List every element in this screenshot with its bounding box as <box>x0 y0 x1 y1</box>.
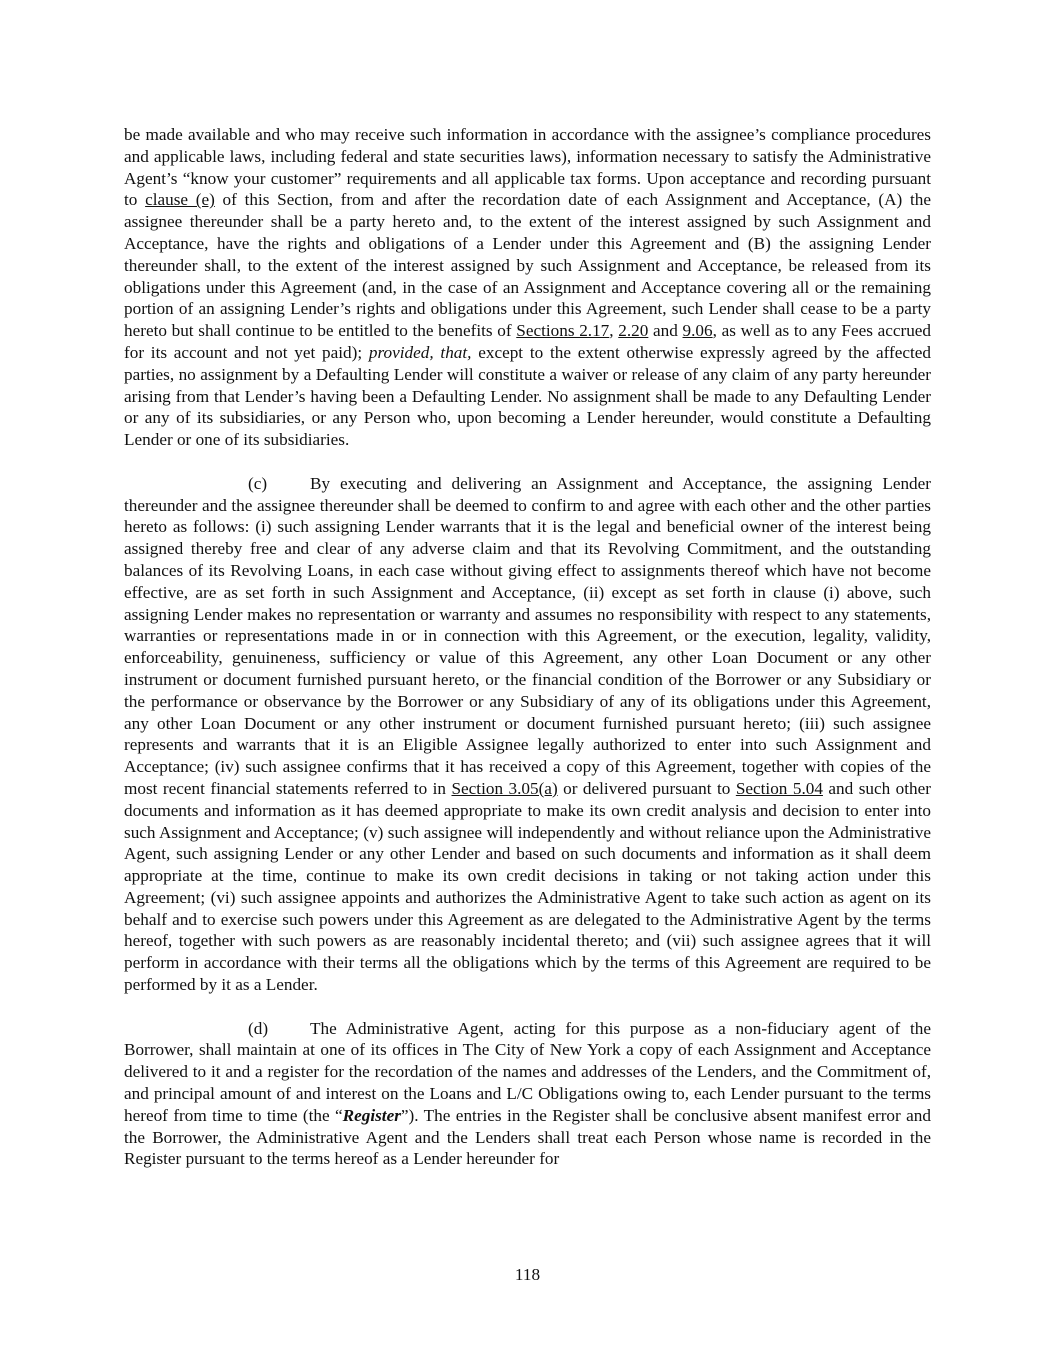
proviso-phrase: provided, that, <box>368 342 472 362</box>
document-body <box>124 124 931 1192</box>
page-number: 118 <box>514 1265 541 1284</box>
text-segment: of this Section, from and after the recordation date of each Assignment and Acceptance, (A) the assignee thereunder shall be a party hereto and, to the extent of the interest assigned by such Assignment and Acceptance, have the rights and obligations of a Lender under this Agreement and (B) the assigning Lender thereunder shall, to the extent of the interest assigned by such Assignment and Acceptance, be released from its obligations under this Agreement (and, in the case of an Assignment and Acceptance covering all or the remaining portion of an assigning Lender’s rights and obligations under this Agreement, such Lender shall cease to be a party hereto but shall continue to be entitled to the benefits of <box>124 190 931 341</box>
cross-reference-section-5-04: Section 5.04 <box>735 778 823 798</box>
cross-reference-section-9-06: 9.06 <box>682 321 713 341</box>
cross-reference-section-3-05a: Section 3.05(a) <box>451 778 558 798</box>
paragraph-label-d: (d) <box>248 1018 269 1038</box>
cross-reference-section-2-20: 2.20 <box>618 321 649 341</box>
text-segment: or delivered pursuant to <box>557 778 736 798</box>
paragraph-d <box>124 1018 931 1171</box>
text-segment: and <box>648 321 683 341</box>
text-segment: and such other documents and information as it has deemed appropriate to make its own credit analysis and decision to enter into such Assignment and Acceptance; (v) such assignee will independently and without reliance upon the Administrative Agent, such assigning Lender or any other Lender and based on such documents and information as it shall deem appropriate at the time, continue to make its own credit decisions in taking or not taking action under this Agreement; (vi) such assignee appoints and authorizes the Administrative Agent to take such action as agent on its behalf and to exercise such powers under this Agreement as are delegated to the Administrative Agent by the terms hereof, together with such powers as are reasonably incidental thereto; and (vii) such assignee agrees that it will perform in accordance with their terms all the obligations which by the terms of this Agreement are required to be performed by it as a Lender. <box>124 778 931 995</box>
defined-term-register: Register <box>342 1105 401 1125</box>
text-segment: , <box>609 321 619 341</box>
paragraph-b-continued <box>124 124 931 451</box>
text-segment: The Administrative Agent, acting for this purpose as a non-fiduciary agent of the Borrower, shall maintain at one of its offices in The City of New York a copy of each Assignment and Acceptance delivered to it and a register for the recordation of the names and addresses of the Lenders, and the Commitment of, and principal amount of and interest on the Loans and L/C Obligations owing to, each Lender pursuant to the terms hereof from time to time (the “ <box>124 1018 931 1125</box>
text-segment: except to the extent otherwise expressly agreed by the affected parties, no assignment by a Defaulting Lender will constitute a waiver or release of any claim of any party hereunder arising from that Lender’s having been a Defaulting Lender. No assignment shall be made to any Defaulting Lender or any of its subsidiaries, or any Person who, upon becoming a Lender hereunder, would constitute a Defaulting Lender or one of its subsidiaries. <box>124 342 932 450</box>
text-segment: , as well as to any Fees accrued for its account and not yet paid); <box>124 321 932 362</box>
text-segment: be made available and who may receive such information in accordance with the assignee’s compliance procedures and applicable laws, including federal and state securities laws), information necessary to satisfy the Administrative Agent’s “know your customer” requirements and all applicable tax forms. Upon acceptance and recording pursuant to <box>124 125 931 210</box>
text-segment: By executing and delivering an Assignment and Acceptance, the assigning Lender thereunder and the assignee thereunder shall be deemed to confirm to and agree with each other and the other parties hereto as follows: (i) such assigning Lender warrants that it is the legal and beneficial owner of the interest being assigned thereby free and clear of any adverse claim and that its Revolving Commitment, and the outstanding balances of its Revolving Loans, in each case without giving effect to assignments thereof which have not become effective, are as set forth in such Assignment and Acceptance, (ii) except as set forth in clause (i) above, such assigning Lender makes no representation or warranty and assumes no responsibility with respect to any statements, warranties or representations made in or in connection with this Agreement, or the execution, legality, validity, enforceability, genuineness, sufficiency or value of this Agreement, any other Loan Document or any other instrument or document furnished pursuant hereto, or the financial condition of the Borrower or any Subsidiary or the performance or observance by the Borrower or any Subsidiary of any of its obligations under this Agreement, any other Loan Document or any other instrument or document furnished pursuant hereto; (iii) such assignee represents and warrants that it is an Eligible Assignee legally authorized to enter into such Assignment and Acceptance; (iv) such assignee confirms that it has received a copy of this Agreement, together with copies of the most recent financial statements referred to in <box>124 473 931 798</box>
paragraph-c <box>124 473 931 996</box>
text-segment: ”). The entries in the Register shall be conclusive absent manifest error and the Borrower, the Administrative Agent and the Lenders shall treat each Person whose name is recorded in the Register pursuant to the terms hereof as a Lender hereunder for <box>124 1105 931 1169</box>
paragraph-label-c: (c) <box>248 473 268 493</box>
cross-reference-clause-e: clause (e) <box>145 190 215 210</box>
cross-reference-sections-2-17: Sections 2.17 <box>516 321 610 341</box>
